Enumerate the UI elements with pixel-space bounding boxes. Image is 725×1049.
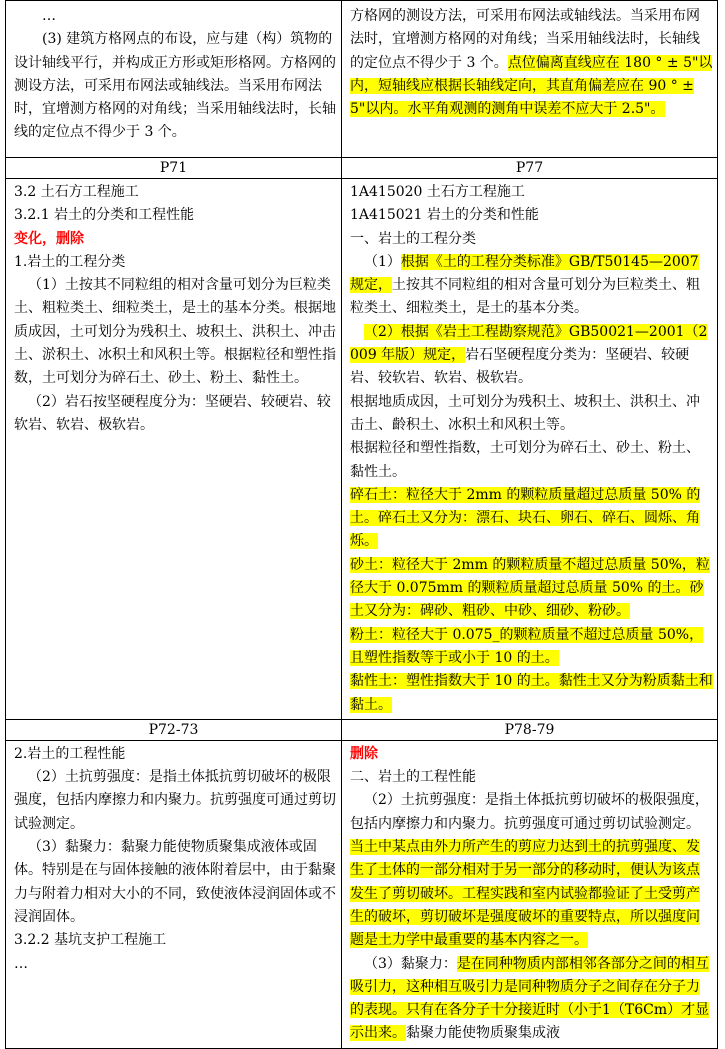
paragraph [350, 670, 713, 717]
highlighted-change: 粉土：粒径大于 0.075_的颗粒质量不超过总质量 50%，且塑性指数等于或小于 10 的土。 [350, 626, 704, 666]
paragraph [350, 321, 713, 391]
comparison-sheet [5, 0, 717, 1042]
subsection-heading: 3.2.1 岩土的分类和工程性能 [14, 207, 195, 224]
section-heading: 1A415020 土石方工程施工 [350, 184, 525, 200]
paragraph: （1）土按其不同粒组的相对含量可划分为巨粒类土、粗粒类土、细粒类土，是土的基本分类。根据地质成因，土可划分为残积土、坡积土、洪积土、冲击土、淤积土、冰积土和风积土等。根据粒径和塑性指数，土可划分为碎石土、砂土、粉土、黏性土。 [14, 277, 336, 387]
paragraph: （2）土抗剪强度：是指土体抵抗剪切破坏的极限强度，包括内摩擦力和内聚力。抗剪强度可通过剪切试验测定。 [14, 769, 336, 832]
highlighted-change: 碎石土：粒径大于 2mm 的颗粒质量超过总质量 50% 的土。碎石土又分为：漂石、块石、卵石、碎石、圆烁、角烁。 [350, 486, 701, 550]
paragraph [350, 5, 713, 121]
text-span: 方格网的测设方法，可采用布网法或轴线法。当采用布网法时，宜增测方格网的对角线；当采用轴线法时，长轴线的定位点不得少于 3 个。 [350, 8, 700, 71]
new-edition-cell [342, 1, 718, 158]
highlighted-change: （2）根据《岩土工程勘察规范》GB50021—2001（2009 年版）规定， [350, 323, 708, 364]
item-heading: 1.岩土的工程分类 [14, 253, 126, 270]
old-page-number: P71 [6, 158, 342, 179]
text-span: （3）黏聚力： [364, 955, 457, 972]
section-heading: 3.2 土石方工程施工 [14, 184, 139, 200]
paragraph: 根据地质成因，土可划分为残积土、坡积土、洪积土、冲击土、齡积土、冰积土和风积土等。 [350, 393, 700, 433]
old-edition-cell [6, 1, 342, 158]
highlighted-change: 点位偏离直线应在 180 ° ± 5"以内，短轴线应根据长轴线定向，其直角偏差应在 90 ° ± 5"以内。水平角观测的测角中误差不应大于 2.5"。 [350, 54, 713, 118]
item-heading: 二、岩土的工程性能 [350, 769, 476, 786]
paragraph: 根据粒径和塑性指数，土可划分为碎石土、砂土、粉土、黏性土。 [350, 440, 700, 480]
page-row [6, 719, 718, 740]
comparison-table [5, 0, 718, 1049]
table-row [6, 1, 718, 158]
paragraph [350, 789, 713, 952]
change-note: 变化，删除 [14, 230, 84, 247]
new-edition-cell [342, 179, 718, 720]
subsection-heading: 1A415021 岩土的分类和性能 [350, 207, 539, 224]
paragraph [350, 624, 713, 671]
paragraph [350, 251, 713, 321]
text-span: 土按其不同粒组的相对含量可划分为巨粒类土、粗粒类土、细粒类土，是土的基本分类。 [350, 277, 700, 317]
change-note: 删除 [350, 745, 378, 762]
paragraph: （2）岩石按坚硬程度分为：坚硬岩、较硬岩、较软岩、软岩、极软岩。 [14, 393, 331, 433]
old-edition-cell [6, 179, 342, 720]
text-span: 岩石坚硬程度分类为：坚硬岩、较硬岩、较软岩、软岩、极软岩。 [350, 347, 690, 387]
paragraph: （3）黏聚力：黏聚力能使物质聚集成液体或固体。特别是在与固体接触的液体附着层中，由于黏聚力与附着力相对大小的不同，致使液体浸润固体或不浸润固体。 [14, 839, 336, 925]
item-heading: 一、岩土的工程分类 [350, 230, 476, 247]
old-page-number: P72-73 [6, 719, 342, 740]
item-heading: 2.岩土的工程性能 [14, 745, 126, 762]
text-span: 黏聚力能使物质聚集成液 [406, 1025, 560, 1042]
paragraph [350, 953, 713, 1046]
paragraph [350, 554, 713, 624]
highlighted-change: 黏性土：塑性指数大于 10 的土。黏性土又分为粉质黏土和黏土。 [350, 673, 713, 713]
new-edition-cell [342, 740, 718, 1048]
page-row [6, 158, 718, 179]
subsection-heading: 3.2.2 基坑支护工程施工 [14, 932, 167, 949]
table-row [6, 740, 718, 1048]
ellipsis: … [14, 955, 28, 972]
highlighted-change: 是在同种物质内部相邻各部分之间的相互吸引力，这种相互吸引力是同种物质分子之间存在分子力的表现。只有在各分子十分接近时（小于1（T6Cm）才显示出来。 [350, 955, 710, 1042]
highlighted-change: 砂土：粒径大于 2mm 的颗粒质量不超过总质量 50%，粒径大于 0.075mm 的颗粒质量超过总质量 50% 的土。砂土又分为：碑砂、粗砂、中砂、细砂、粉砂。 [350, 556, 710, 620]
paragraph: (3) 建筑方格网点的布设，应与建（构）筑物的设计轴线平行，并构成正方形或矩形格网。方格网的测设方法，可采用布网法或轴线法。当采用布网法时，宜增测方格网的对角线；当采用轴线法时，长轴线的定位点不得少于 3 个。 [14, 31, 336, 141]
new-page-number: P78-79 [342, 719, 718, 740]
ellipsis: … [42, 8, 56, 24]
new-page-number: P77 [342, 158, 718, 179]
text-span: （1） [364, 253, 401, 270]
old-edition-cell [6, 740, 342, 1048]
highlighted-change: 根据《土的工程分类标准》GB/T50145—2007 规定， [350, 253, 699, 294]
table-row [6, 179, 718, 720]
text-span: （2）土抗剪强度：是指土体抵抗剪切破坏的极限强度，包括内摩擦力和内聚力。抗剪强度可通过剪切试验测定。 [350, 792, 709, 832]
highlighted-change: 当土中某点由外力所产生的剪应力达到土的抗剪强度、发生了土体的一部分相对于另一部分的移动时，便认为该点发生了剪切破坏。工程实践和室内试验都验证了土受剪产生的破坏，剪切破坏是强度破坏的重要特点，所以强度问题是土力学中最重要的基本内容之一。 [350, 839, 700, 949]
paragraph [350, 484, 713, 554]
